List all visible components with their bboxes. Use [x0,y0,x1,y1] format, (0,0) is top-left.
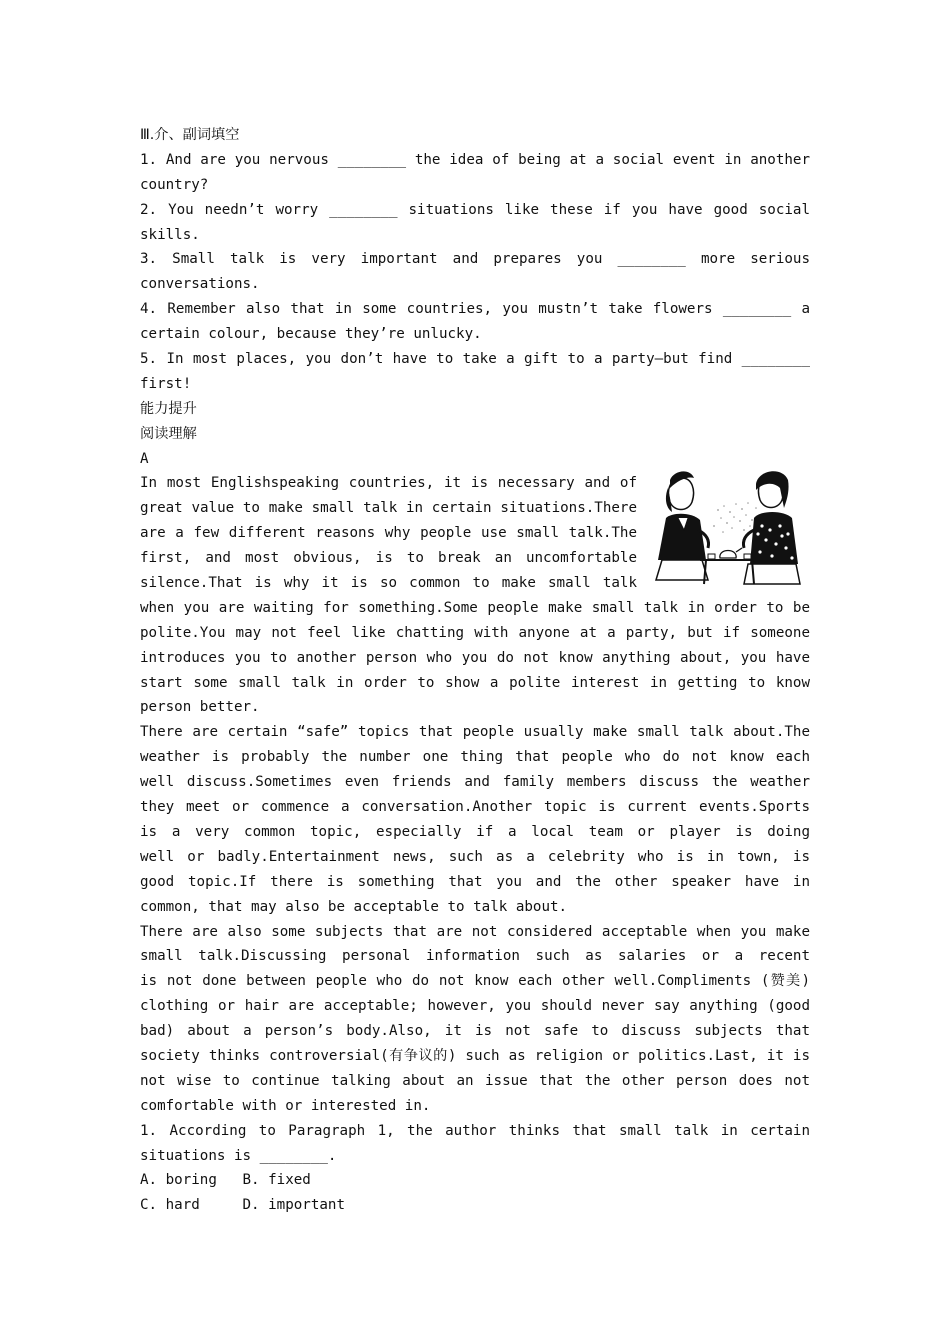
para3-line: not wise to continue talking about an issue that the other person does not [140,1072,810,1089]
question-5-line-1: 5. In most places, you don’t have to take a gift to a party—but find ________ [140,351,810,368]
para1-line: first, and most obvious, is to break an uncomfortable [140,550,637,567]
para2-line: good topic.If there is something that you and the other speaker have in [140,873,810,890]
section-heading: Ⅲ.介、副词填空 [140,127,240,143]
question-1-line-1: 1. And are you nervous ________ the idea of being at a social event in another [140,151,810,168]
para3-line: society thinks controversial(有争议的) such as religion or politics.Last, it is [140,1047,810,1064]
para2-line: There are certain “safe” topics that people usually make small talk about.The [140,724,810,741]
para3-line: bad) about a person’s body.Also, it is not safe to discuss subjects that [140,1023,810,1040]
para3-line: clothing or hair are acceptable; however, you should never say anything (good [140,998,810,1015]
reading-question-1-stem: 1. According to Paragraph 1, the author thinks that small talk in certain [140,1122,810,1139]
para2-line: is a very common topic, especially if a local team or player is doing [140,823,810,840]
para3-line: comfortable with or interested in. [140,1097,431,1114]
passage-label: A [140,450,149,467]
para1-line: start some small talk in order to show a polite interest in getting to know [140,674,810,691]
para1-line: person better. [140,699,260,716]
para1-line: when you are waiting for something.Some people make small talk in order to be [140,599,810,616]
para2-line: they meet or commence a conversation.Another topic is current events.Sports [140,799,810,816]
illustration-svg [648,468,813,590]
question-4-line-2: certain colour, because they’re unlucky. [140,326,482,343]
para1-line: silence.That is why it is so common to make small talk [140,575,637,592]
para1-line: great value to make small talk in certain situations.There [140,500,637,517]
para2-line: common, that may also be acceptable to talk about. [140,898,568,915]
para2-line: well discuss.Sometimes even friends and family members discuss the weather [140,774,810,791]
left-woman [656,471,709,580]
question-5-line-2: first! [140,375,192,392]
question-1-line-2: country? [140,176,209,193]
question-3-line-1: 3. Small talk is very important and prepares you ________ more serious [140,251,810,268]
para3-line: is not done between people who do not know each other well.Compliments (赞美) [140,973,810,990]
question-3-line-2: conversations. [140,276,260,293]
document-page [140,123,810,1218]
ability-heading: 能力提升 [140,400,197,417]
reading-heading: 阅读理解 [140,425,197,442]
question-2-line-1: 2. You needn’t worry ________ situations like these if you have good social [140,201,810,218]
para3-line: There are also some subjects that are not considered acceptable when you make [140,923,810,940]
two-women-tea-illustration [648,468,813,590]
para2-line: weather is probably the number one thing that people who do not know each [140,749,810,766]
reading-question-1-stem-end: situations is ________. [140,1147,337,1164]
para1-line: introduces you to another person who you do not know anything about, you have [140,649,810,666]
question-2-line-2: skills. [140,226,200,243]
reading-question-1-options-cd: C. hard D. important [140,1197,345,1214]
question-4-line-1: 4. Remember also that in some countries, you mustn’t take flowers ________ a [140,301,810,318]
para2-line: well or badly.Entertainment news, such as a celebrity who is in town, is [140,848,810,865]
para1-line: are a few different reasons why people use small talk.The [140,525,637,542]
reading-question-1-options-ab: A. boring B. fixed [140,1172,311,1189]
para1-line: polite.You may not feel like chatting with anyone at a party, but if someone [140,624,810,641]
para1-line: In most Englishspeaking countries, it is necessary and of [140,475,637,492]
para3-line: small talk.Discussing personal information such as salaries or a recent [140,948,810,965]
